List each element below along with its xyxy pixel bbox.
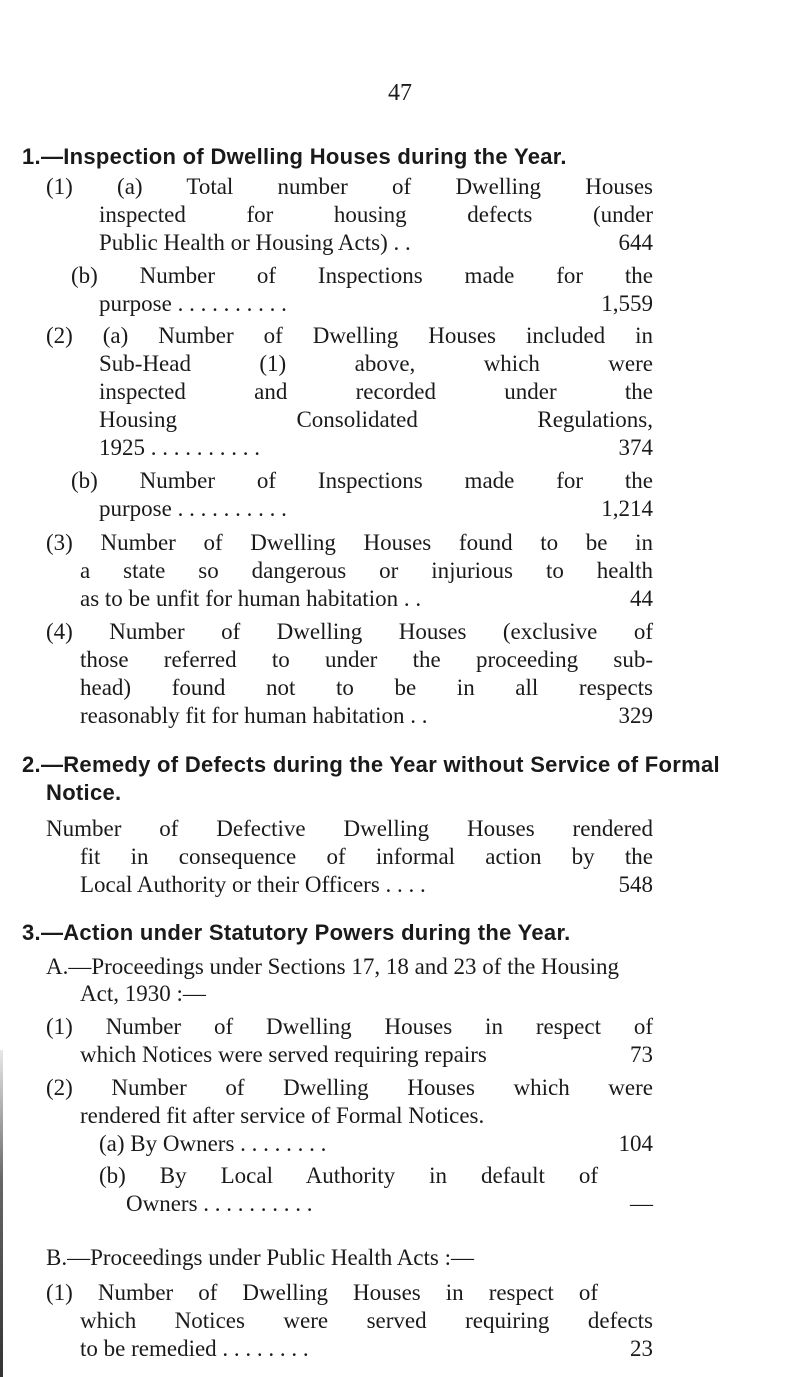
item-2b-value: 1,214 — [601, 496, 653, 521]
item-4-line-2: those referred to under the proceeding sub- — [80, 647, 653, 672]
item-2b-line-1: (b) Number of Inspections made for the — [71, 468, 653, 493]
item-2a-line-4: Housing Consolidated Regulations, — [99, 407, 653, 432]
section-2-body-line-3: Local Authority or their Officers . . . . — [80, 872, 426, 897]
section-2-value: 548 — [618, 872, 653, 897]
section-2-body-line-2: fit in consequence of informal action by the — [80, 844, 653, 869]
item-2a-line-2: Sub-Head (1) above, which were — [99, 351, 653, 376]
item-2b-line-2: purpose . . . . . . . . . . — [99, 496, 287, 521]
section-3b-item-1-line-1: (1) Number of Dwelling Houses in respect of — [46, 1280, 598, 1305]
item-1a-line-3: Public Health or Housing Acts) . . — [99, 230, 411, 255]
item-4-line-1: (4) Number of Dwelling Houses (exclusive of — [46, 619, 653, 644]
section-2-heading-line-1: 2.—Remedy of Defects during the Year without Service of Formal — [22, 752, 720, 777]
item-3-line-2: a state so dangerous or injurious to health — [80, 558, 653, 583]
section-3-item-1-value: 73 — [630, 1042, 653, 1067]
section-3-item-2b-value: — — [630, 1191, 653, 1216]
section-3-item-2b-line-1: (b) By Local Authority in default of — [99, 1163, 598, 1188]
section-3-item-2-line-1: (2) Number of Dwelling Houses which were — [46, 1075, 653, 1100]
item-1a-line-2: inspected for housing defects (under — [99, 202, 653, 227]
section-3-item-2b-line-2: Owners . . . . . . . . . . — [126, 1191, 313, 1216]
section-3-item-2a-value: 104 — [618, 1131, 653, 1156]
section-3b-item-1-line-2: which Notices were served requiring defects — [80, 1308, 653, 1333]
item-2a-value: 374 — [618, 435, 653, 460]
section-3-item-2a-line: (a) By Owners . . . . . . . . — [99, 1131, 327, 1156]
page-edge-shadow — [0, 1050, 3, 1377]
section-3b-item-1-line-3: to be remedied . . . . . . . . — [80, 1336, 309, 1361]
section-2-body-line-1: Number of Defective Dwelling Houses rendered — [46, 816, 653, 841]
item-1b-value: 1,559 — [601, 291, 653, 316]
item-3-line-1: (3) Number of Dwelling Houses found to be in — [46, 530, 653, 555]
section-3a-line-2: Act, 1930 :— — [80, 981, 206, 1006]
item-1b-line-2: purpose . . . . . . . . . . — [99, 291, 287, 316]
section-3-heading: 3.—Action under Statutory Powers during the Year. — [22, 920, 571, 945]
section-1-heading: 1.—Inspection of Dwelling Houses during the Year. — [22, 144, 567, 169]
item-2a-line-5: 1925 . . . . . . . . . . — [99, 435, 260, 460]
item-3-value: 44 — [630, 586, 653, 611]
item-4-line-3: head) found not to be in all respects — [80, 675, 653, 700]
section-3-item-1-line-1: (1) Number of Dwelling Houses in respect of — [46, 1014, 653, 1039]
page-number: 47 — [388, 80, 412, 106]
section-2-heading-line-2: Notice. — [46, 780, 122, 805]
item-1a-value: 644 — [618, 230, 653, 255]
item-1b-line-1: (b) Number of Inspections made for the — [71, 263, 653, 288]
item-2a-line-3: inspected and recorded under the — [99, 379, 653, 404]
section-3b-item-1-value: 23 — [630, 1336, 653, 1361]
section-3b-line: B.—Proceedings under Public Health Acts :— — [46, 1245, 474, 1270]
item-4-value: 329 — [618, 703, 653, 728]
item-1a-line-1: (1) (a) Total number of Dwelling Houses — [46, 174, 653, 199]
item-4-line-4: reasonably fit for human habitation . . — [80, 703, 428, 728]
item-2a-line-1: (2) (a) Number of Dwelling Houses included in — [46, 323, 653, 348]
section-3-item-1-line-2: which Notices were served requiring repairs — [80, 1042, 487, 1067]
section-3-item-2-line-2: rendered fit after service of Formal Notices. — [80, 1103, 485, 1128]
item-3-line-3: as to be unfit for human habitation . . — [80, 586, 422, 611]
section-3a-line-1: A.—Proceedings under Sections 17, 18 and 23 of the Housing — [46, 954, 620, 979]
